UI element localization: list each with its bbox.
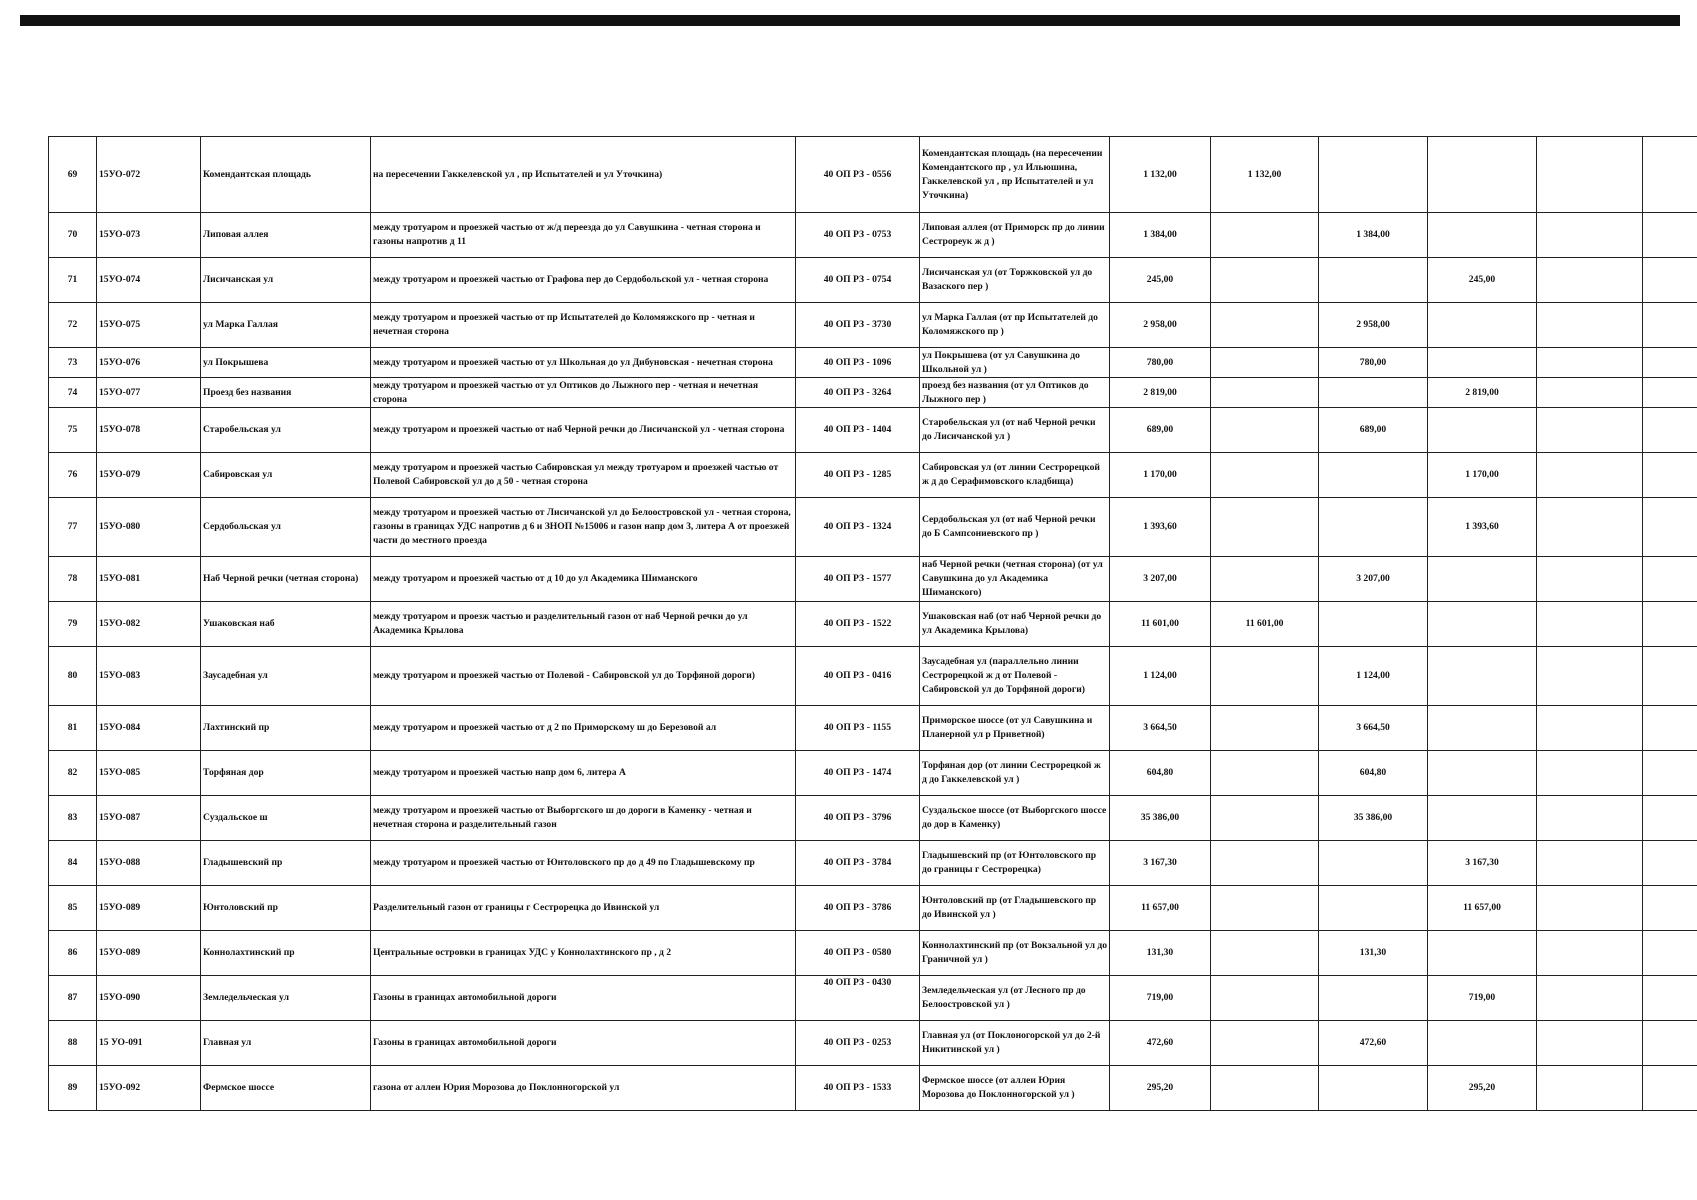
row-number: 73 bbox=[49, 348, 97, 378]
road-full-name: Ушаковская наб (от наб Черной речки до ул Академика Крылова) bbox=[920, 602, 1110, 647]
area-category-2 bbox=[1319, 498, 1428, 557]
register-table bbox=[48, 136, 1697, 1111]
row-number: 78 bbox=[49, 557, 97, 602]
area-category-4 bbox=[1537, 602, 1643, 647]
object-code: 15УО-073 bbox=[97, 213, 201, 258]
empty-column bbox=[1643, 408, 1697, 453]
street-name: Суздальское ш bbox=[201, 796, 371, 841]
area-total: 131,30 bbox=[1110, 931, 1211, 976]
area-category-1 bbox=[1211, 647, 1319, 706]
row-number: 81 bbox=[49, 706, 97, 751]
road-registry-number: 40 ОП РЗ - 3264 bbox=[796, 378, 920, 408]
road-registry-number: 40 ОП РЗ - 3784 bbox=[796, 841, 920, 886]
object-code: 15УО-083 bbox=[97, 647, 201, 706]
area-category-4 bbox=[1537, 886, 1643, 931]
object-code: 15УО-090 bbox=[97, 976, 201, 1021]
road-full-name: Коннолахтинский пр (от Вокзальной ул до Граничной ул ) bbox=[920, 931, 1110, 976]
street-name: Ушаковская наб bbox=[201, 602, 371, 647]
table-row bbox=[49, 796, 1697, 841]
street-name: Фермское шоссе bbox=[201, 1066, 371, 1111]
object-code: 15УО-079 bbox=[97, 453, 201, 498]
row-number: 74 bbox=[49, 378, 97, 408]
area-category-2: 604,80 bbox=[1319, 751, 1428, 796]
area-category-3: 719,00 bbox=[1428, 976, 1537, 1021]
road-full-name: Приморское шоссе (от ул Савушкина и Планерной ул р Приветной) bbox=[920, 706, 1110, 751]
road-registry-number: 40 ОП РЗ - 1155 bbox=[796, 706, 920, 751]
road-registry-number: 40 ОП РЗ - 1577 bbox=[796, 557, 920, 602]
empty-column bbox=[1643, 378, 1697, 408]
area-category-2: 1 124,00 bbox=[1319, 647, 1428, 706]
row-number: 69 bbox=[49, 137, 97, 213]
area-category-1 bbox=[1211, 557, 1319, 602]
area-category-2 bbox=[1319, 886, 1428, 931]
area-category-4 bbox=[1537, 258, 1643, 303]
road-full-name: ул Покрышева (от ул Савушкина до Школьной ул ) bbox=[920, 348, 1110, 378]
area-category-4 bbox=[1537, 706, 1643, 751]
empty-column bbox=[1643, 796, 1697, 841]
area-category-1 bbox=[1211, 378, 1319, 408]
area-category-2 bbox=[1319, 453, 1428, 498]
area-category-4 bbox=[1537, 931, 1643, 976]
row-number: 72 bbox=[49, 303, 97, 348]
area-category-3 bbox=[1428, 213, 1537, 258]
row-number: 88 bbox=[49, 1021, 97, 1066]
road-registry-number: 40 ОП РЗ - 3786 bbox=[796, 886, 920, 931]
street-name: ул Покрышева bbox=[201, 348, 371, 378]
area-category-2: 2 958,00 bbox=[1319, 303, 1428, 348]
street-name: Торфяная дор bbox=[201, 751, 371, 796]
area-category-1 bbox=[1211, 213, 1319, 258]
empty-column bbox=[1643, 647, 1697, 706]
road-full-name: Заусадебная ул (параллельно линии Сестрорецкой ж д от Полевой - Сабировской ул до Торфяной дороги) bbox=[920, 647, 1110, 706]
road-full-name: Суздальское шоссе (от Выборгского шоссе до дор в Каменку) bbox=[920, 796, 1110, 841]
road-full-name: проезд без названия (от ул Оптиков до Лыжного пер ) bbox=[920, 378, 1110, 408]
road-full-name: Главная ул (от Поклоногорской ул до 2-й Никитинской ул ) bbox=[920, 1021, 1110, 1066]
empty-column bbox=[1643, 453, 1697, 498]
area-total: 245,00 bbox=[1110, 258, 1211, 303]
table-row bbox=[49, 976, 1697, 1021]
location-description: между тротуаром и проезжей частью от Юнтоловского пр до д 49 по Гладышевскому пр bbox=[371, 841, 796, 886]
street-name: Липовая аллея bbox=[201, 213, 371, 258]
street-name: ул Марка Галлая bbox=[201, 303, 371, 348]
area-total: 3 167,30 bbox=[1110, 841, 1211, 886]
street-name: Старобельская ул bbox=[201, 408, 371, 453]
table-row bbox=[49, 706, 1697, 751]
empty-column bbox=[1643, 498, 1697, 557]
location-description: между тротуаром и проезжей частью от Графова пер до Сердобольской ул - четная сторона bbox=[371, 258, 796, 303]
area-category-3: 11 657,00 bbox=[1428, 886, 1537, 931]
empty-column bbox=[1643, 976, 1697, 1021]
area-total: 1 170,00 bbox=[1110, 453, 1211, 498]
area-category-3 bbox=[1428, 137, 1537, 213]
object-code: 15УО-072 bbox=[97, 137, 201, 213]
table-row bbox=[49, 647, 1697, 706]
road-full-name: Сердобольская ул (от наб Черной речки до Б Сампсониевского пр ) bbox=[920, 498, 1110, 557]
street-name: Гладышевский пр bbox=[201, 841, 371, 886]
row-number: 84 bbox=[49, 841, 97, 886]
empty-column bbox=[1643, 1021, 1697, 1066]
area-total: 3 664,50 bbox=[1110, 706, 1211, 751]
road-full-name: Старобельская ул (от наб Черной речки до Лисичанской ул ) bbox=[920, 408, 1110, 453]
empty-column bbox=[1643, 348, 1697, 378]
area-category-3 bbox=[1428, 557, 1537, 602]
row-number: 83 bbox=[49, 796, 97, 841]
area-category-1 bbox=[1211, 303, 1319, 348]
object-code: 15УО-088 bbox=[97, 841, 201, 886]
street-name: Земледельческая ул bbox=[201, 976, 371, 1021]
table-row bbox=[49, 498, 1697, 557]
location-description: Газоны в границах автомобильной дороги bbox=[371, 976, 796, 1021]
area-category-2 bbox=[1319, 841, 1428, 886]
area-category-2: 35 386,00 bbox=[1319, 796, 1428, 841]
table-row bbox=[49, 453, 1697, 498]
row-number: 71 bbox=[49, 258, 97, 303]
street-name: Юнтоловский пр bbox=[201, 886, 371, 931]
table-row bbox=[49, 348, 1697, 378]
area-category-3: 245,00 bbox=[1428, 258, 1537, 303]
table-row bbox=[49, 378, 1697, 408]
area-category-4 bbox=[1537, 213, 1643, 258]
area-category-2: 1 384,00 bbox=[1319, 213, 1428, 258]
area-category-4 bbox=[1537, 1021, 1643, 1066]
area-category-1: 1 132,00 bbox=[1211, 137, 1319, 213]
area-category-3: 2 819,00 bbox=[1428, 378, 1537, 408]
area-category-2 bbox=[1319, 602, 1428, 647]
road-registry-number: 40 ОП РЗ - 1404 bbox=[796, 408, 920, 453]
area-category-3 bbox=[1428, 647, 1537, 706]
empty-column bbox=[1643, 841, 1697, 886]
location-description: между тротуаром и проезжей частью от пр Испытателей до Коломяжского пр - четная и нечетная сторона bbox=[371, 303, 796, 348]
location-description: между тротуаром и проезжей частью от ул Оптиков до Лыжного пер - четная и нечетная сторона bbox=[371, 378, 796, 408]
object-code: 15УО-087 bbox=[97, 796, 201, 841]
row-number: 75 bbox=[49, 408, 97, 453]
empty-column bbox=[1643, 303, 1697, 348]
street-name: Главная ул bbox=[201, 1021, 371, 1066]
table-row bbox=[49, 303, 1697, 348]
area-category-4 bbox=[1537, 408, 1643, 453]
area-category-3 bbox=[1428, 931, 1537, 976]
street-name: Лахтинский пр bbox=[201, 706, 371, 751]
location-description: между тротуаром и проезжей частью от Полевой - Сабировской ул до Торфяной дороги) bbox=[371, 647, 796, 706]
area-category-3: 1 170,00 bbox=[1428, 453, 1537, 498]
road-registry-number: 40 ОП РЗ - 1522 bbox=[796, 602, 920, 647]
object-code: 15УО-077 bbox=[97, 378, 201, 408]
area-total: 1 132,00 bbox=[1110, 137, 1211, 213]
road-full-name: ул Марка Галлая (от пр Испытателей до Коломяжского пр ) bbox=[920, 303, 1110, 348]
area-category-1 bbox=[1211, 931, 1319, 976]
area-total: 1 124,00 bbox=[1110, 647, 1211, 706]
area-category-2 bbox=[1319, 258, 1428, 303]
empty-column bbox=[1643, 751, 1697, 796]
area-category-1 bbox=[1211, 751, 1319, 796]
location-description: между тротуаром и проезжей частью от ул Школьная до ул Дибуновская - нечетная сторона bbox=[371, 348, 796, 378]
area-category-1 bbox=[1211, 706, 1319, 751]
object-code: 15УО-076 bbox=[97, 348, 201, 378]
object-code: 15УО-085 bbox=[97, 751, 201, 796]
road-full-name: Фермское шоссе (от аллеи Юрия Морозова до Поклонногорской ул ) bbox=[920, 1066, 1110, 1111]
area-category-3 bbox=[1428, 1021, 1537, 1066]
area-category-4 bbox=[1537, 303, 1643, 348]
area-total: 780,00 bbox=[1110, 348, 1211, 378]
road-registry-number: 40 ОП РЗ - 3796 bbox=[796, 796, 920, 841]
area-category-2: 3 664,50 bbox=[1319, 706, 1428, 751]
object-code: 15УО-089 bbox=[97, 886, 201, 931]
row-number: 87 bbox=[49, 976, 97, 1021]
road-registry-number: 40 ОП РЗ - 0754 bbox=[796, 258, 920, 303]
area-category-3 bbox=[1428, 602, 1537, 647]
area-category-4 bbox=[1537, 498, 1643, 557]
location-description: между тротуаром и проезжей частью от Выборгского ш до дороги в Каменку - четная и нечетная сторона и разделительный газон bbox=[371, 796, 796, 841]
area-category-1 bbox=[1211, 841, 1319, 886]
location-description: между тротуаром и проезжей частью Сабировская ул между тротуаром и проезжей частью от Полевой Сабировской ул до д 50 - четная сторона bbox=[371, 453, 796, 498]
area-category-2: 3 207,00 bbox=[1319, 557, 1428, 602]
area-category-4 bbox=[1537, 378, 1643, 408]
area-total: 1 393,60 bbox=[1110, 498, 1211, 557]
location-description: между тротуаром и проезж частью и разделительный газон от наб Черной речки до ул Академика Крылова bbox=[371, 602, 796, 647]
object-code: 15УО-078 bbox=[97, 408, 201, 453]
location-description: между тротуаром и проезжей частью от Лисичанской ул до Белоостровской ул - четная сторона, газоны в границах УДС напротив д 6 и ЗНОП №15006 и газон напр дом 3, литера А от проезжей части до местного проезда bbox=[371, 498, 796, 557]
location-description: газона от аллеи Юрия Морозова до Поклонногорской ул bbox=[371, 1066, 796, 1111]
area-category-4 bbox=[1537, 841, 1643, 886]
location-description: между тротуаром и проезжей частью от наб Черной речки до Лисичанской ул - четная сторона bbox=[371, 408, 796, 453]
road-full-name: Липовая аллея (от Приморск пр до линии Сестрореук ж д ) bbox=[920, 213, 1110, 258]
area-category-3 bbox=[1428, 408, 1537, 453]
area-category-2: 472,60 bbox=[1319, 1021, 1428, 1066]
road-registry-number: 40 ОП РЗ - 1474 bbox=[796, 751, 920, 796]
location-description: Центральные островки в границах УДС у Коннолахтинского пр , д 2 bbox=[371, 931, 796, 976]
road-full-name: Юнтоловский пр (от Гладышевского пр до Ивинской ул ) bbox=[920, 886, 1110, 931]
street-name: Лисичанская ул bbox=[201, 258, 371, 303]
area-category-1 bbox=[1211, 1021, 1319, 1066]
area-category-4 bbox=[1537, 647, 1643, 706]
area-category-2 bbox=[1319, 1066, 1428, 1111]
road-full-name: наб Черной речки (четная сторона) (от ул Савушкина до ул Академика Шиманского) bbox=[920, 557, 1110, 602]
empty-column bbox=[1643, 931, 1697, 976]
area-category-1 bbox=[1211, 796, 1319, 841]
table-row bbox=[49, 886, 1697, 931]
area-category-4 bbox=[1537, 453, 1643, 498]
street-name: Комендантская площадь bbox=[201, 137, 371, 213]
object-code: 15УО-074 bbox=[97, 258, 201, 303]
area-category-2: 131,30 bbox=[1319, 931, 1428, 976]
area-category-3 bbox=[1428, 751, 1537, 796]
object-code: 15УО-084 bbox=[97, 706, 201, 751]
location-description: Разделительный газон от границы г Сестрорецка до Ивинской ул bbox=[371, 886, 796, 931]
empty-column bbox=[1643, 886, 1697, 931]
area-category-4 bbox=[1537, 557, 1643, 602]
road-registry-number: 40 ОП РЗ - 1285 bbox=[796, 453, 920, 498]
empty-column bbox=[1643, 258, 1697, 303]
object-code: 15УО-092 bbox=[97, 1066, 201, 1111]
table-row bbox=[49, 1021, 1697, 1066]
area-category-1 bbox=[1211, 408, 1319, 453]
road-registry-number: 40 ОП РЗ - 0430 bbox=[796, 976, 920, 1021]
area-category-4 bbox=[1537, 751, 1643, 796]
area-category-3: 295,20 bbox=[1428, 1066, 1537, 1111]
area-category-4 bbox=[1537, 976, 1643, 1021]
table-row bbox=[49, 931, 1697, 976]
table-row bbox=[49, 557, 1697, 602]
location-description: Газоны в границах автомобильной дороги bbox=[371, 1021, 796, 1066]
object-code: 15УО-082 bbox=[97, 602, 201, 647]
area-category-1 bbox=[1211, 453, 1319, 498]
empty-column bbox=[1643, 602, 1697, 647]
street-name: Проезд без названия bbox=[201, 378, 371, 408]
row-number: 86 bbox=[49, 931, 97, 976]
table-row bbox=[49, 841, 1697, 886]
area-category-1 bbox=[1211, 1066, 1319, 1111]
road-registry-number: 40 ОП РЗ - 0416 bbox=[796, 647, 920, 706]
area-category-3 bbox=[1428, 706, 1537, 751]
area-category-2: 689,00 bbox=[1319, 408, 1428, 453]
road-full-name: Земледельческая ул (от Лесного пр до Белоостровской ул ) bbox=[920, 976, 1110, 1021]
area-category-1: 11 601,00 bbox=[1211, 602, 1319, 647]
road-registry-number: 40 ОП РЗ - 0580 bbox=[796, 931, 920, 976]
location-description: на пересечении Гаккелевской ул , пр Испытателей и ул Уточкина) bbox=[371, 137, 796, 213]
table-row bbox=[49, 213, 1697, 258]
table-row bbox=[49, 137, 1697, 213]
top-rule bbox=[20, 15, 1680, 26]
row-number: 82 bbox=[49, 751, 97, 796]
street-name: Заусадебная ул bbox=[201, 647, 371, 706]
empty-column bbox=[1643, 557, 1697, 602]
area-category-1 bbox=[1211, 976, 1319, 1021]
area-category-1 bbox=[1211, 258, 1319, 303]
road-full-name: Торфяная дор (от линии Сестрорецкой ж д до Гаккелевской ул ) bbox=[920, 751, 1110, 796]
area-total: 11 601,00 bbox=[1110, 602, 1211, 647]
area-category-3: 3 167,30 bbox=[1428, 841, 1537, 886]
road-full-name: Сабировская ул (от линии Сестрорецкой ж д до Серафимовского кладбища) bbox=[920, 453, 1110, 498]
area-category-1 bbox=[1211, 348, 1319, 378]
empty-column bbox=[1643, 137, 1697, 213]
area-total: 3 207,00 bbox=[1110, 557, 1211, 602]
location-description: между тротуаром и проезжей частью от ж/д переезда до ул Савушкина - четная сторона и газоны напротив д 11 bbox=[371, 213, 796, 258]
road-registry-number: 40 ОП РЗ - 1096 bbox=[796, 348, 920, 378]
area-category-1 bbox=[1211, 886, 1319, 931]
area-total: 1 384,00 bbox=[1110, 213, 1211, 258]
area-category-4 bbox=[1537, 796, 1643, 841]
empty-column bbox=[1643, 1066, 1697, 1111]
road-full-name: Комендантская площадь (на пересечении Комендантского пр , ул Ильюшина, Гаккелевской ул , пр Испытателей и ул Уточкина) bbox=[920, 137, 1110, 213]
road-registry-number: 40 ОП РЗ - 1533 bbox=[796, 1066, 920, 1111]
street-name: Сабировская ул bbox=[201, 453, 371, 498]
object-code: 15УО-089 bbox=[97, 931, 201, 976]
area-category-3: 1 393,60 bbox=[1428, 498, 1537, 557]
object-code: 15УО-080 bbox=[97, 498, 201, 557]
area-category-3 bbox=[1428, 303, 1537, 348]
street-name: Коннолахтинский пр bbox=[201, 931, 371, 976]
row-number: 70 bbox=[49, 213, 97, 258]
row-number: 85 bbox=[49, 886, 97, 931]
street-name: Сердобольская ул bbox=[201, 498, 371, 557]
location-description: между тротуаром и проезжей частью напр дом 6, литера А bbox=[371, 751, 796, 796]
empty-column bbox=[1643, 213, 1697, 258]
area-total: 719,00 bbox=[1110, 976, 1211, 1021]
row-number: 80 bbox=[49, 647, 97, 706]
area-category-2 bbox=[1319, 137, 1428, 213]
area-category-4 bbox=[1537, 1066, 1643, 1111]
row-number: 89 bbox=[49, 1066, 97, 1111]
row-number: 77 bbox=[49, 498, 97, 557]
object-code: 15 УО-091 bbox=[97, 1021, 201, 1066]
table-row bbox=[49, 602, 1697, 647]
road-registry-number: 40 ОП РЗ - 1324 bbox=[796, 498, 920, 557]
row-number: 76 bbox=[49, 453, 97, 498]
area-total: 2 958,00 bbox=[1110, 303, 1211, 348]
area-total: 295,20 bbox=[1110, 1066, 1211, 1111]
empty-column bbox=[1643, 706, 1697, 751]
table-row bbox=[49, 408, 1697, 453]
area-total: 35 386,00 bbox=[1110, 796, 1211, 841]
road-registry-number: 40 ОП РЗ - 0253 bbox=[796, 1021, 920, 1066]
street-name: Наб Черной речки (четная сторона) bbox=[201, 557, 371, 602]
area-category-4 bbox=[1537, 137, 1643, 213]
location-description: между тротуаром и проезжей частью от д 2 по Приморскому ш до Березовой ал bbox=[371, 706, 796, 751]
table-row bbox=[49, 751, 1697, 796]
object-code: 15УО-075 bbox=[97, 303, 201, 348]
area-total: 2 819,00 bbox=[1110, 378, 1211, 408]
area-total: 604,80 bbox=[1110, 751, 1211, 796]
area-total: 689,00 bbox=[1110, 408, 1211, 453]
road-full-name: Гладышевский пр (от Юнтоловского пр до границы г Сестрорецка) bbox=[920, 841, 1110, 886]
road-registry-number: 40 ОП РЗ - 3730 bbox=[796, 303, 920, 348]
object-code: 15УО-081 bbox=[97, 557, 201, 602]
area-category-4 bbox=[1537, 348, 1643, 378]
row-number: 79 bbox=[49, 602, 97, 647]
area-category-3 bbox=[1428, 348, 1537, 378]
table-row bbox=[49, 258, 1697, 303]
area-category-2 bbox=[1319, 378, 1428, 408]
road-full-name: Лисичанская ул (от Торжковской ул до Вазаского пер ) bbox=[920, 258, 1110, 303]
area-category-1 bbox=[1211, 498, 1319, 557]
area-category-2 bbox=[1319, 976, 1428, 1021]
area-category-3 bbox=[1428, 796, 1537, 841]
road-registry-number: 40 ОП РЗ - 0753 bbox=[796, 213, 920, 258]
table-row bbox=[49, 1066, 1697, 1111]
table-body bbox=[49, 137, 1697, 1111]
location-description: между тротуаром и проезжей частью от д 10 до ул Академика Шиманского bbox=[371, 557, 796, 602]
road-registry-number: 40 ОП РЗ - 0556 bbox=[796, 137, 920, 213]
area-category-2: 780,00 bbox=[1319, 348, 1428, 378]
area-total: 11 657,00 bbox=[1110, 886, 1211, 931]
area-total: 472,60 bbox=[1110, 1021, 1211, 1066]
